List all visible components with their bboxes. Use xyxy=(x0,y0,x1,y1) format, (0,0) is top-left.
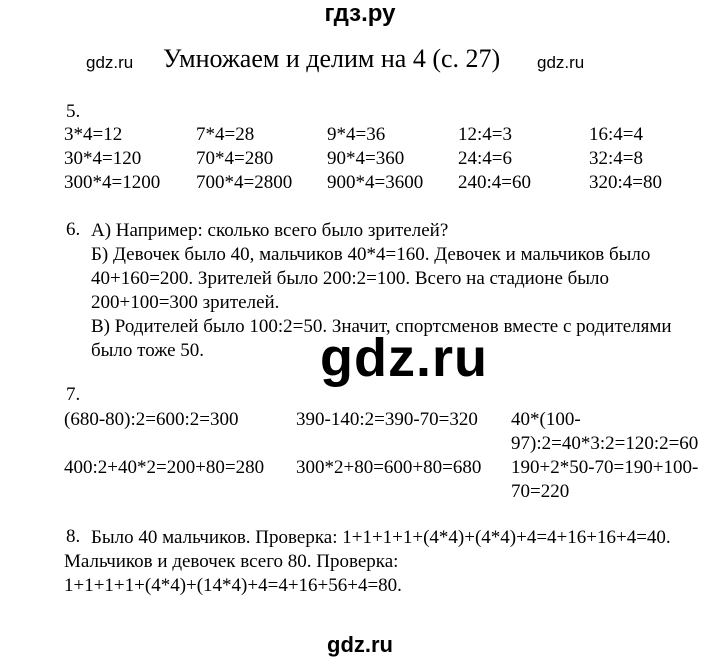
watermark-right: gdz.ru xyxy=(537,53,585,72)
table-cell: 70*4=280 xyxy=(196,148,274,169)
table-cell: 300*2+80=600+80=680 xyxy=(296,457,482,478)
table-cell: 190+2*50-70=190+100- 70=220 xyxy=(511,457,699,502)
table-cell: 24:4=6 xyxy=(458,148,512,169)
text-line: Б) Девочек было 40, мальчиков 40*4=160. Девочек и мальчиков было xyxy=(91,244,651,265)
table-cell: (680-80):2=600:2=300 xyxy=(64,409,239,430)
task-number: 6. xyxy=(66,219,81,240)
table-cell: 390-140:2=390-70=320 xyxy=(296,409,478,430)
watermark-center: gdz.ru xyxy=(320,328,488,388)
site-brand: гдз.ру xyxy=(324,0,396,27)
text-line: Было 40 мальчиков. Проверка: 1+1+1+1+(4*4)+(4*4)+4=4+16+16+4=40. xyxy=(91,527,671,548)
text-line: 200+100=300 зрителей. xyxy=(91,292,280,313)
table-cell: 40*(100- 97):2=40*3:2=120:2=60 xyxy=(511,409,699,454)
text-line: Мальчиков и девочек всего 80. Проверка: xyxy=(64,551,399,572)
table-cell: 300*4=1200 xyxy=(64,172,161,193)
table-cell: 320:4=80 xyxy=(589,172,662,193)
text-line: было тоже 50. xyxy=(91,340,205,361)
task-number: 8. xyxy=(66,526,81,547)
table-cell: 16:4=4 xyxy=(589,124,643,145)
table-cell: 400:2+40*2=200+80=280 xyxy=(64,457,265,478)
table-cell: 700*4=2800 xyxy=(196,172,293,193)
task-number: 5. xyxy=(66,101,81,122)
text-line: В) Родителей было 100:2=50. Значит, спортсменов вместе с родителями xyxy=(91,316,672,337)
table-cell: 90*4=360 xyxy=(327,148,405,169)
text-line: А) Например: сколько всего было зрителей? xyxy=(91,220,449,241)
task-number: 7. xyxy=(66,384,81,405)
table-cell: 12:4=3 xyxy=(458,124,512,145)
table-cell: 240:4=60 xyxy=(458,172,531,193)
table-cell: 3*4=12 xyxy=(64,124,123,145)
page-title: Умножаем и делим на 4 (с. 27) xyxy=(163,44,501,73)
watermark-left: gdz.ru xyxy=(86,53,134,72)
footer-brand: gdz.ru xyxy=(327,632,393,657)
table-cell: 32:4=8 xyxy=(589,148,643,169)
text-line: 1+1+1+1+(4*4)+(14*4)+4=4+16+56+4=80. xyxy=(64,575,402,596)
table-cell: 9*4=36 xyxy=(327,124,386,145)
table-cell: 30*4=120 xyxy=(64,148,142,169)
table-cell: 900*4=3600 xyxy=(327,172,424,193)
text-line: 40+160=200. Зрителей было 200:2=100. Всего на стадионе было xyxy=(91,268,610,289)
table-cell: 7*4=28 xyxy=(196,124,255,145)
